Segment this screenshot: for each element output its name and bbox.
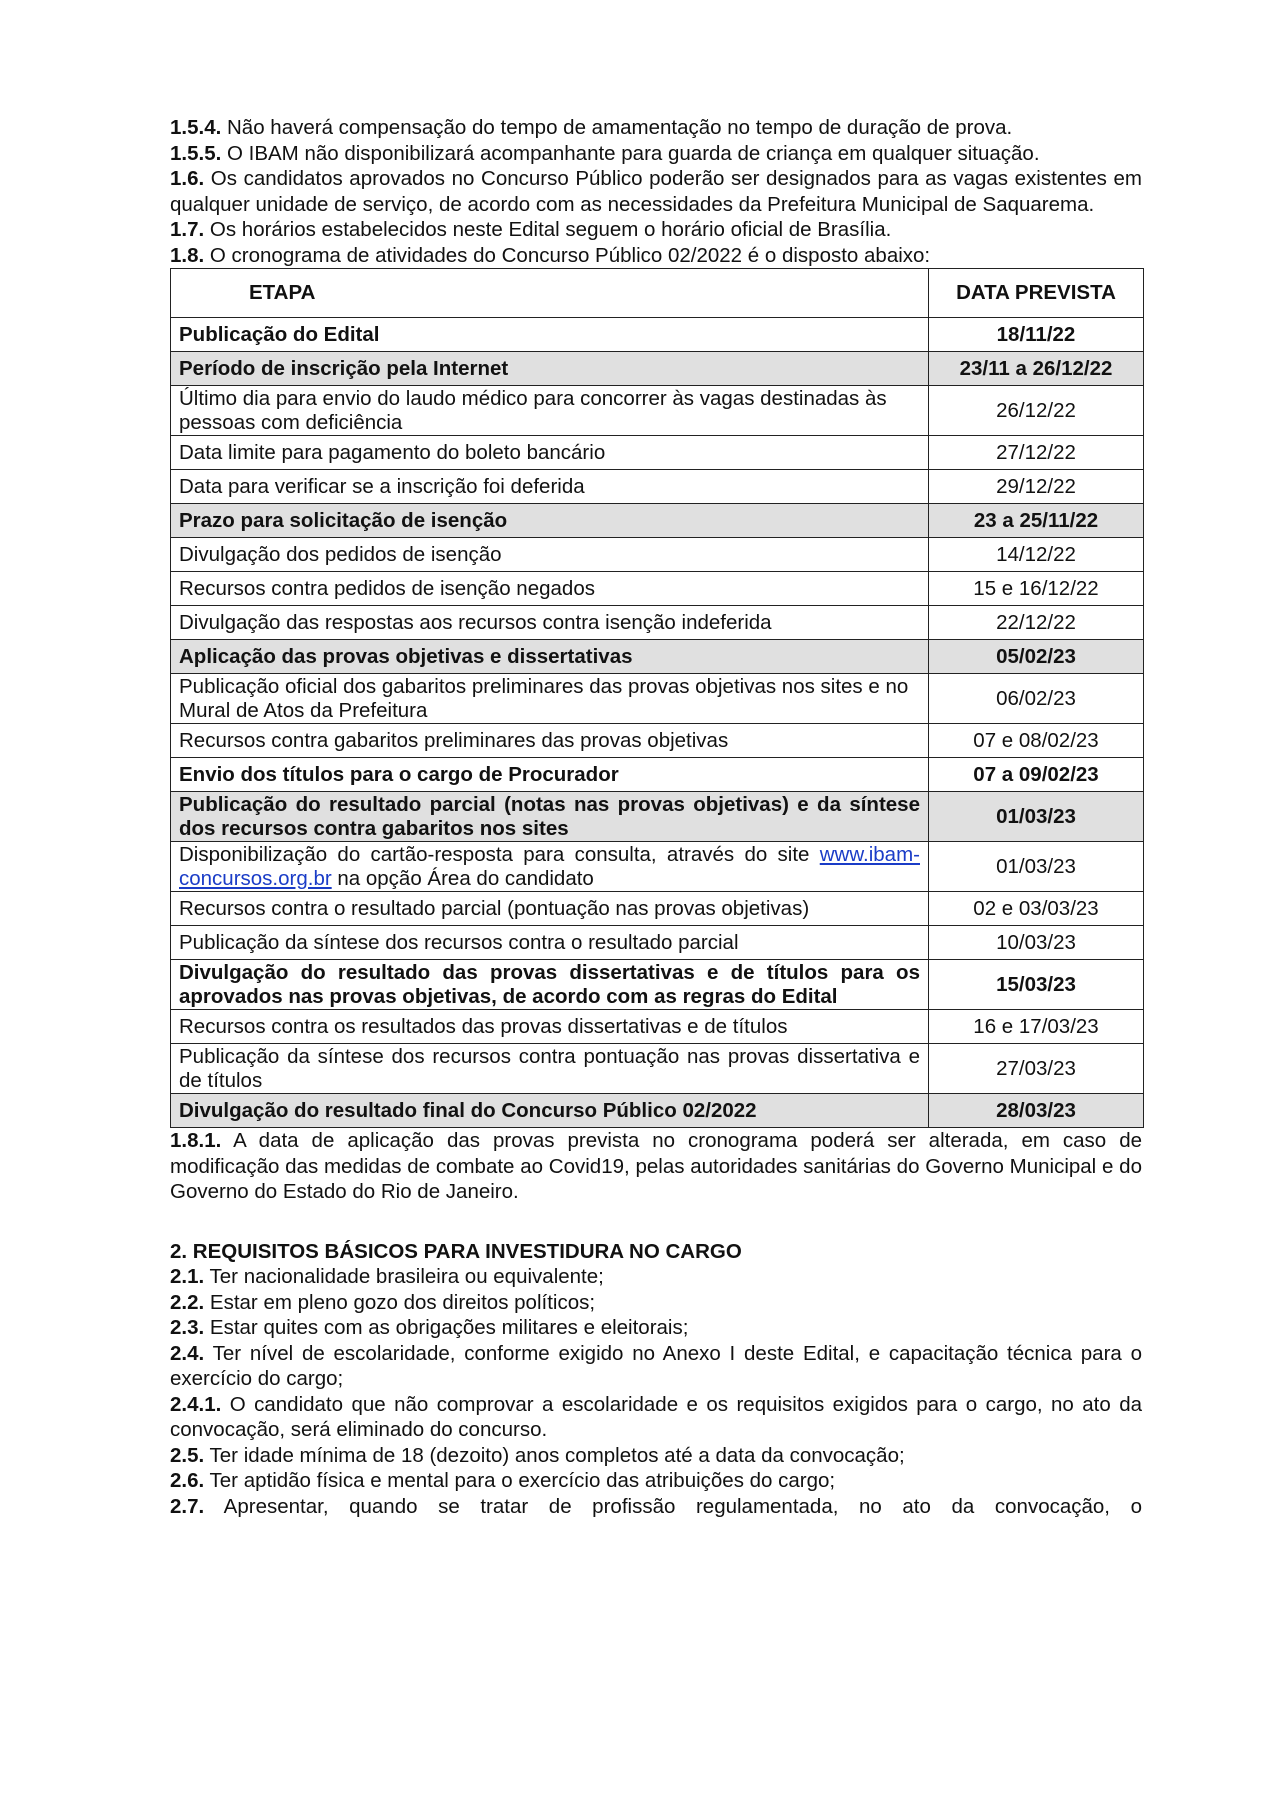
clause-2-4-1: 2.4.1. O candidato que não comprovar a escolaridade e os requisitos exigidos para o cargo, no ato da convocação, será eliminado do concurso. xyxy=(170,1392,1142,1441)
table-row xyxy=(171,842,1144,892)
clause-2-2: 2.2. Estar em pleno gozo dos direitos políticos; xyxy=(170,1290,596,1314)
row-data: 27/03/23 xyxy=(929,1044,1144,1094)
table-row xyxy=(171,352,1144,386)
table-row xyxy=(171,436,1144,470)
clause-2-1: 2.1. Ter nacionalidade brasileira ou equivalente; xyxy=(170,1265,604,1288)
row-etapa: Envio dos títulos para o cargo de Procurador xyxy=(171,758,929,792)
table-row xyxy=(171,572,1144,606)
row-etapa: Publicação oficial dos gabaritos preliminares das provas objetivas nos sites e no Mural de Atos da Prefeitura xyxy=(171,674,929,724)
row-etapa: Publicação da síntese dos recursos contra pontuação nas provas dissertativa e de títulos xyxy=(171,1044,929,1094)
table-row xyxy=(171,318,1144,352)
row-etapa: Aplicação das provas objetivas e dissertativas xyxy=(171,640,929,674)
clause-1-7: 1.7. Os horários estabelecidos neste Edital seguem o horário oficial de Brasília. xyxy=(170,218,892,241)
table-header-row xyxy=(171,269,1144,318)
ibam-site-link[interactable]: www.ibam-concursos.org.br xyxy=(179,842,920,890)
table-row xyxy=(171,504,1144,538)
row-data: 01/03/23 xyxy=(929,792,1144,842)
row-etapa: Publicação do Edital xyxy=(171,318,929,352)
row-etapa: Recursos contra pedidos de isenção negados xyxy=(171,572,929,606)
document-page xyxy=(170,115,1142,1519)
clause-1-8-1: 1.8.1. A data de aplicação das provas prevista no cronograma poderá ser alterada, em caso de modificação das medidas de combate ao Covid19, pelas autoridades sanitárias do Governo Municipal e do Governo do Estado do Rio de Janeiro. xyxy=(170,1129,1142,1203)
row-etapa: Publicação do resultado parcial (notas nas provas objetivas) e da síntese dos recursos contra gabaritos nos sites xyxy=(171,792,929,842)
row-etapa: Último dia para envio do laudo médico para concorrer às vagas destinadas às pessoas com deficiência xyxy=(171,386,929,436)
clause-2-7: 2.7. Apresentar, quando se tratar de profissão regulamentada, no ato da convocação, o xyxy=(170,1494,1142,1518)
row-data: 01/03/23 xyxy=(929,842,1144,892)
row-data: 29/12/22 xyxy=(929,470,1144,504)
row-data: 22/12/22 xyxy=(929,606,1144,640)
row-etapa: Data para verificar se a inscrição foi deferida xyxy=(171,470,929,504)
row-etapa: Data limite para pagamento do boleto bancário xyxy=(171,436,929,470)
table-row xyxy=(171,892,1144,926)
row-data: 27/12/22 xyxy=(929,436,1144,470)
clause-1-8: 1.8. O cronograma de atividades do Concurso Público 02/2022 é o disposto abaixo: xyxy=(170,243,931,267)
row-etapa: Divulgação do resultado das provas dissertativas e de títulos para os aprovados nas provas objetivas, de acordo com as regras do Edital xyxy=(171,960,929,1010)
table-row xyxy=(171,606,1144,640)
row-data: 14/12/22 xyxy=(929,538,1144,572)
row-data: 06/02/23 xyxy=(929,674,1144,724)
table-row xyxy=(171,470,1144,504)
row-data: 07 a 09/02/23 xyxy=(929,758,1144,792)
clause-2-4: 2.4. Ter nível de escolaridade, conforme exigido no Anexo I deste Edital, e capacitação técnica para o exercício do cargo; xyxy=(170,1341,1142,1390)
clause-1-6: 1.6. Os candidatos aprovados no Concurso Público poderão ser designados para as vagas existentes em qualquer unidade de serviço, de acordo com as necessidades da Prefeitura Municipal de Saquarema. xyxy=(170,167,1142,216)
row-data: 02 e 03/03/23 xyxy=(929,892,1144,926)
row-etapa: Disponibilização do cartão-resposta para consulta, através do site www.ibam-concursos.org.br na opção Área do candidato xyxy=(171,842,929,892)
row-etapa: Divulgação do resultado final do Concurso Público 02/2022 xyxy=(171,1094,929,1128)
table-row xyxy=(171,538,1144,572)
schedule-table xyxy=(170,268,1144,1128)
table-row xyxy=(171,724,1144,758)
clause-2-3: 2.3. Estar quites com as obrigações militares e eleitorais; xyxy=(170,1316,689,1339)
table-row xyxy=(171,926,1144,960)
row-data: 18/11/22 xyxy=(929,318,1144,352)
row-data: 05/02/23 xyxy=(929,640,1144,674)
table-row xyxy=(171,758,1144,792)
row-etapa: Divulgação dos pedidos de isenção xyxy=(171,538,929,572)
row-etapa: Publicação da síntese dos recursos contra o resultado parcial xyxy=(171,926,929,960)
row-etapa: Período de inscrição pela Internet xyxy=(171,352,929,386)
header-etapa: ETAPA xyxy=(171,269,929,318)
clause-2-5: 2.5. Ter idade mínima de 18 (dezoito) anos completos até a data da convocação; xyxy=(170,1443,905,1467)
table-row xyxy=(171,674,1144,724)
row-data: 23/11 a 26/12/22 xyxy=(929,352,1144,386)
row-data: 15 e 16/12/22 xyxy=(929,572,1144,606)
table-row xyxy=(171,1010,1144,1044)
row-data: 16 e 17/03/23 xyxy=(929,1010,1144,1044)
row-data: 15/03/23 xyxy=(929,960,1144,1010)
table-row xyxy=(171,640,1144,674)
section-gap xyxy=(170,1205,1142,1239)
row-data: 26/12/22 xyxy=(929,386,1144,436)
table-row xyxy=(171,960,1144,1010)
table-row xyxy=(171,1044,1144,1094)
row-etapa: Recursos contra o resultado parcial (pontuação nas provas objetivas) xyxy=(171,892,929,926)
row-data: 10/03/23 xyxy=(929,926,1144,960)
row-etapa: Recursos contra os resultados das provas dissertativas e de títulos xyxy=(171,1010,929,1044)
row-data: 28/03/23 xyxy=(929,1094,1144,1128)
table-row xyxy=(171,386,1144,436)
section-2-title: 2. REQUISITOS BÁSICOS PARA INVESTIDURA NO CARGO xyxy=(170,1239,742,1263)
row-etapa: Divulgação das respostas aos recursos contra isenção indeferida xyxy=(171,606,929,640)
clause-1-5-5: 1.5.5. O IBAM não disponibilizará acompanhante para guarda de criança em qualquer situação. xyxy=(170,141,1040,165)
row-etapa: Prazo para solicitação de isenção xyxy=(171,504,929,538)
row-data: 23 a 25/11/22 xyxy=(929,504,1144,538)
header-data-prevista: DATA PREVISTA xyxy=(929,269,1144,318)
clause-2-6: 2.6. Ter aptidão física e mental para o exercício das atribuições do cargo; xyxy=(170,1469,836,1492)
clause-1-5-4: 1.5.4. Não haverá compensação do tempo de amamentação no tempo de duração de prova. xyxy=(170,116,1013,139)
row-data: 07 e 08/02/23 xyxy=(929,724,1144,758)
row-etapa: Recursos contra gabaritos preliminares das provas objetivas xyxy=(171,724,929,758)
table-row xyxy=(171,792,1144,842)
table-row xyxy=(171,1094,1144,1128)
